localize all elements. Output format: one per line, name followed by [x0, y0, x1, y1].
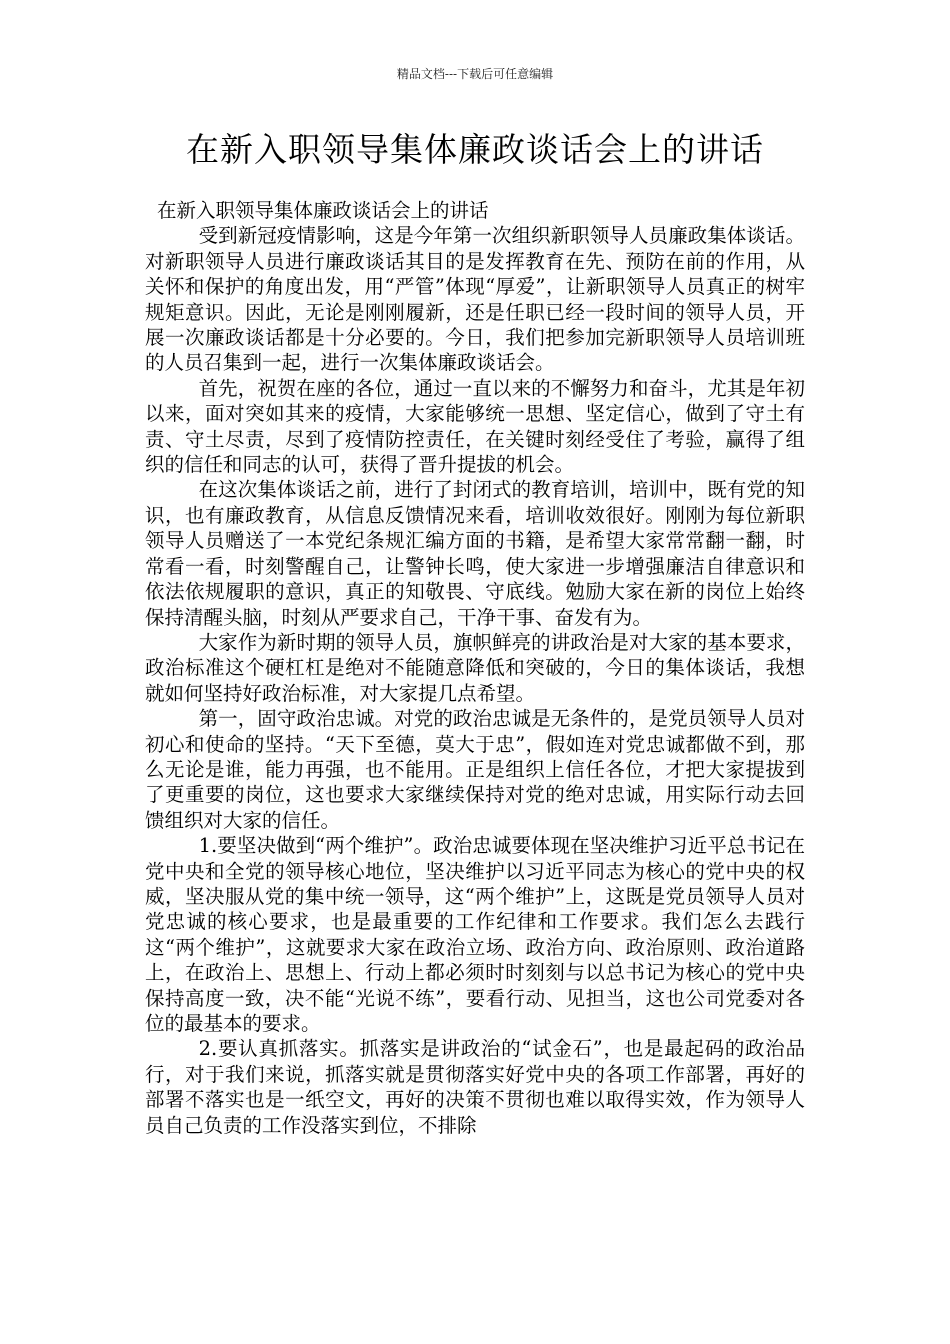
paragraph: 首先，祝贺在座的各位，通过一直以来的不懈努力和奋斗，尤其是年初以来，面对突如其来的疫情，大家能够统一思想、坚定信心，做到了守土有责、守土尽责，尽到了疫情防控责任，在关键时刻经受住了考验，赢得了组织的信任和同志的认可，获得了晋升提拔的机会。 — [145, 376, 805, 477]
header-note: 精品文档---下载后可任意编辑 — [396, 67, 554, 81]
paragraph: 2.要认真抓落实。抓落实是讲政治的“试金石”，也是最起码的政治品行，对于我们来说，抓落实就是贯彻落实好党中央的各项工作部署，再好的部署不落实也是一纸空文，再好的决策不贯彻也难以取得实效，作为领导人员自己负责的工作没落实到位，不排除 — [145, 1037, 805, 1137]
paragraph: 第一，固守政治忠诚。对党的政治忠诚是无条件的，是党员领导人员对初心和使命的坚持。“天下至德，莫大于忠”，假如连对党忠诚都做不到，那么无论是谁，能力再强，也不能用。正是组织上信任各位，才把大家提拔到了更重要的岗位，这也要求大家继续保持对党的绝对忠诚，用实际行动去回馈组织对大家的信任。 — [145, 707, 805, 832]
paragraph: 在这次集体谈话之前，进行了封闭式的教育培训，培训中，既有党的知识，也有廉政教育，从信息反馈情况来看，培训收效很好。刚刚为每位新职领导人员赠送了一本党纪条规汇编方面的书籍，是希望大家常常翻一翻，时常看一看，时刻警醒自己，让警钟长鸣，使大家进一步增强廉洁自律意识和依法依规履职的意识，真正的知敬畏、守底线。勉励大家在新的岗位上始终保持清醒头脑，时刻从严要求自己，干净干事、奋发有为。 — [145, 478, 805, 629]
paragraph: 1.要坚决做到“两个维护”。政治忠诚要体现在坚决维护习近平总书记在党中央和全党的领导核心地位，坚决维护以习近平同志为核心的党中央的权威，坚决服从党的集中统一领导，这“两个维护”上，这既是党员领导人员对党忠诚的核心要求，也是最重要的工作纪律和工作要求。我们怎么去践行这“两个维护”，这就要求大家在政治立场、政治方向、政治原则、政治道路上，在政治上、思想上、行动上都必须时时刻刻与以总书记为核心的党中央保持高度一致，决不能“光说不练”，要看行动、见担当，这也公司党委对各位的最基本的要求。 — [145, 834, 805, 1035]
document-body — [145, 198, 805, 1138]
paragraph: 大家作为新时期的领导人员，旗帜鲜亮的讲政治是对大家的基本要求，政治标准这个硬杠杠是绝对不能随意降低和突破的，今日的集体谈话，我想就如何坚持好政治标准，对大家提几点希望。 — [145, 630, 805, 705]
speech-subtitle: 在新入职领导集体廉政谈话会上的讲话 — [157, 199, 489, 222]
document-title: 在新入职领导集体廉政谈话会上的讲话 — [186, 130, 764, 169]
paragraph: 受到新冠疫情影响，这是今年第一次组织新职领导人员廉政集体谈话。对新职领导人员进行廉政谈话其目的是发挥教育在先、预防在前的作用，从关怀和保护的角度出发，用“严管”体现“厚爱”，让新职领导人员真正的树牢规矩意识。因此，无论是刚刚履新，还是任职已经一段时间的领导人员，开展一次廉政谈话都是十分必要的。今日，我们把参加完新职领导人员培训班的人员召集到一起，进行一次集体廉政谈话会。 — [145, 224, 805, 375]
